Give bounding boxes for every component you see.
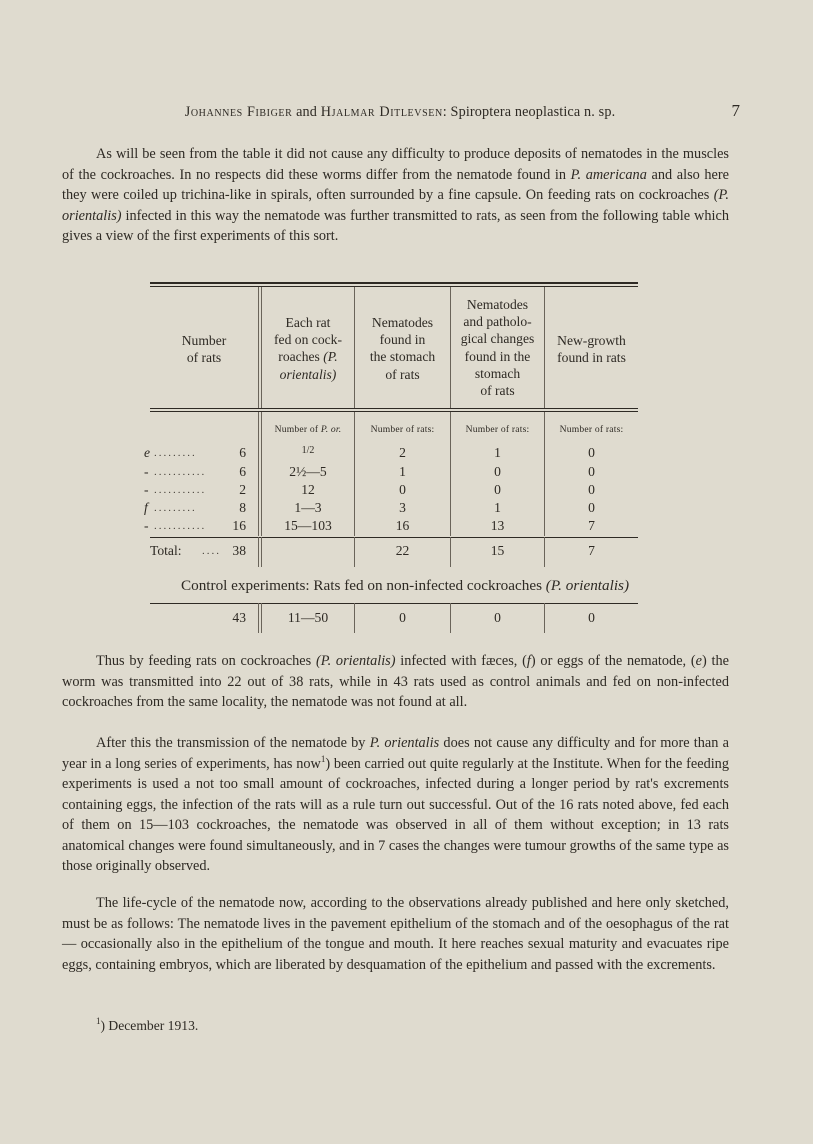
unit-fed: Number of P. or. — [274, 424, 342, 435]
author-1: Johannes Fibiger — [184, 104, 293, 120]
table-total-row: Total: .... 38 22 15 7 — [150, 543, 595, 558]
footnote: $^1$) December 1913. — [96, 1016, 199, 1033]
article-title: : Spiroptera neoplastica n. sp. — [442, 104, 616, 120]
unit-nematodes: Number of rats: — [370, 424, 435, 435]
control-caption: Control experiments: Rats fed on non-infected cockroaches (P. orientalis) — [180, 577, 630, 594]
header-fed-cockroaches: Each rat fed on cock- roaches (P. orientalis) — [274, 315, 342, 382]
header-nematodes-pathological: Nematodes and patholo- gical changes found in the stomach of rats — [460, 297, 535, 399]
author-2: Hjalmar Ditlevsen — [320, 104, 443, 120]
header-number-of-rats: Number of rats — [181, 333, 227, 366]
intro-paragraph: As will be seen from the table it did not cause any difficulty to produce deposits of nematodes in the muscles of the cockroaches. In no respects did these worms differ from the nematode found in P. americana and also here they were coiled up trichina-like in spirals, often surrounded by a fine capsule. On feeding rats on cockroaches (P. orientalis) infected in this way the nematode was further transmitted to rats, as seen from the following table which gives a view of the first experiments of this sort. — [62, 146, 730, 244]
table-row: f ......... 8 1—3 3 1 0 — [144, 500, 595, 515]
running-head — [60, 103, 740, 121]
table-row: - ........... 6 2½—5 1 0 0 — [144, 464, 595, 479]
table-row: - ........... 16 15—103 16 13 7 — [144, 518, 595, 533]
table-row: - ........... 2 12 0 0 0 — [144, 482, 595, 497]
page-number: 7 — [731, 101, 740, 120]
paragraph-3: After this the transmission of the nematode by P. orientalis does not cause any difficulty and for more than a year in a long series of experiments, has now$^1$) been carried out quite regularly at the Institute. When for the feeding experiments is used a not too small amount of cockroaches, infected during a longer period by rat's excrements containing eggs, the infection of the rats will as a rule turn out successful. Out of the 16 rats noted above, fed each of them on 15—103 cockroaches, the nematode was observed in all of them without exception; in 13 rats anatomical changes were found simultaneously, and in 7 cases the changes were tumour growths of the same type as those originally observed. — [62, 735, 729, 874]
paragraph-2: Thus by feeding rats on cockroaches (P. orientalis) infected with fæces, (f) or eggs of the nematode, (e) the worm was transmitted into 22 out of 38 rats, while in 43 rats used as control animals and fed on non-infected cockroaches from the same locality, the nematode was not found at all. — [62, 653, 729, 710]
paragraph-4: The life-cycle of the nematode now, according to the observations already published and here only sketched, must be as follows: The nematode lives in the pavement epithelium of the stomach and of the oesophagus of the rat — occasionally also in the epithelium of the tongue and mouth. It here reaches sexual maturity and evacuates ripe eggs, containing embryos, which are liberated by desquamation of the epithelium and passed with the excrements. — [62, 895, 729, 973]
control-row: 43 11—50 0 0 0 — [232, 610, 595, 625]
header-new-growth: New-growth found in rats — [557, 333, 626, 366]
unit-growth: Number of rats: — [559, 424, 624, 435]
table-row: e ......... 6 $^{1/2}$ 2 1 0 — [144, 445, 595, 460]
header-nematodes-stomach: Nematodes found in the stomach of rats — [369, 315, 436, 382]
author-conjunction: and — [296, 104, 318, 120]
unit-pathological: Number of rats: — [465, 424, 530, 435]
